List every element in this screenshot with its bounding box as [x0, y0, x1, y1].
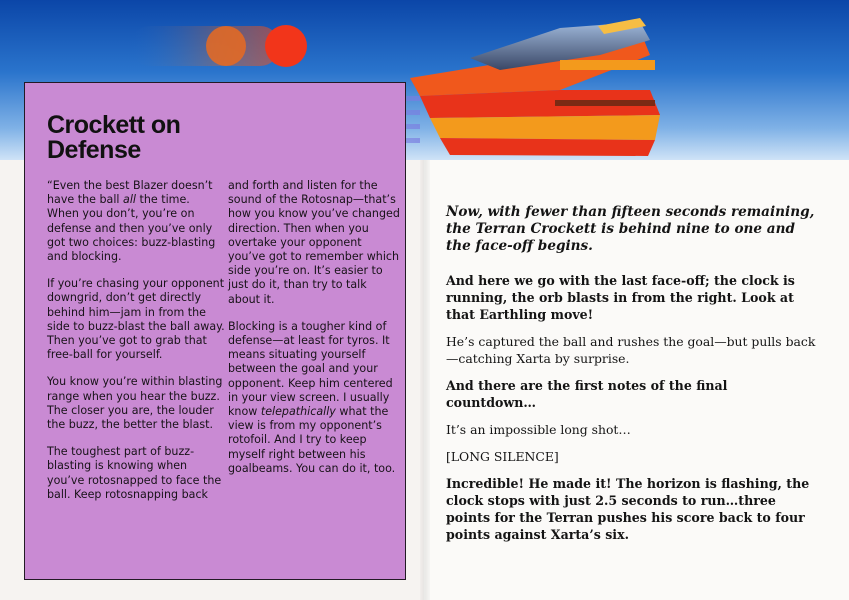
sidebar-right-column [228, 179, 400, 489]
sidebar-paragraph: and forth and listen for the sound of the Rotosnap—that’s how you know you’ve changed direction. Then when you overtake your opponent you’ve got to remember which side you’re on. It’s easier to just do it, than try to talk about it. [228, 179, 400, 306]
narration-line: [LONG SILENCE] [446, 449, 559, 464]
announcer-line: And here we go with the last face-off; the clock is running, the orb blasts in from the right. Look at that Earthling move! [446, 273, 795, 322]
page-gutter [420, 160, 430, 600]
defense-sidebar [24, 82, 406, 580]
sidebar-title: Crockett on Defense [47, 111, 181, 164]
commentary-story [446, 204, 816, 553]
sidebar-paragraph: You know you’re within blasting range when you hear the buzz. The closer you are, the louder the buzz, the better the blast. [47, 375, 223, 432]
narration-line: He’s captured the ball and rushes the goal—but pulls back—catching Xarta by surprise. [446, 334, 816, 366]
announcer-line: Incredible! He made it! The horizon is flashing, the clock stops with just 2.5 seconds to run…three points for the Terran pushes his score back to four points against Xarta’s six. [446, 476, 810, 542]
orb-ghost [206, 26, 246, 66]
sidebar-paragraph: “Even the best Blazer doesn’t have the ball all the time. When you don’t, you’re on defense and then you’ve only got two choices: buzz-blasting and blocking. [47, 179, 216, 264]
orb [265, 25, 307, 67]
ship-body [410, 18, 660, 156]
story-lead: Now, with fewer than fifteen seconds remaining, the Terran Crockett is behind nine to one and the face-off begins. [446, 204, 815, 254]
sidebar-paragraph: Blocking is a tougher kind of defense—at least for tyros. It means situating yourself between the goal and your opponent. Keep him centered in your view screen. I usually know telepathically what the view is from my opponent’s rotofoil. And I try to keep myself right between his goalbeams. You can do it, too. [228, 319, 396, 475]
announcer-line: And there are the first notes of the final countdown… [446, 378, 728, 410]
sidebar-left-column [47, 179, 225, 515]
sidebar-paragraph: The toughest part of buzz-blasting is knowing when you’ve rotosnapped to face the ball. Keep rotosnapping back [47, 445, 222, 501]
narration-line: It’s an impossible long shot… [446, 422, 631, 437]
orb-trail [130, 26, 280, 66]
sidebar-paragraph: If you’re chasing your opponent downgrid, don’t get directly behind him—jam in from the side to buzz-blast the ball away. Then you’ve got to grab that free-ball for yourself. [47, 277, 225, 362]
